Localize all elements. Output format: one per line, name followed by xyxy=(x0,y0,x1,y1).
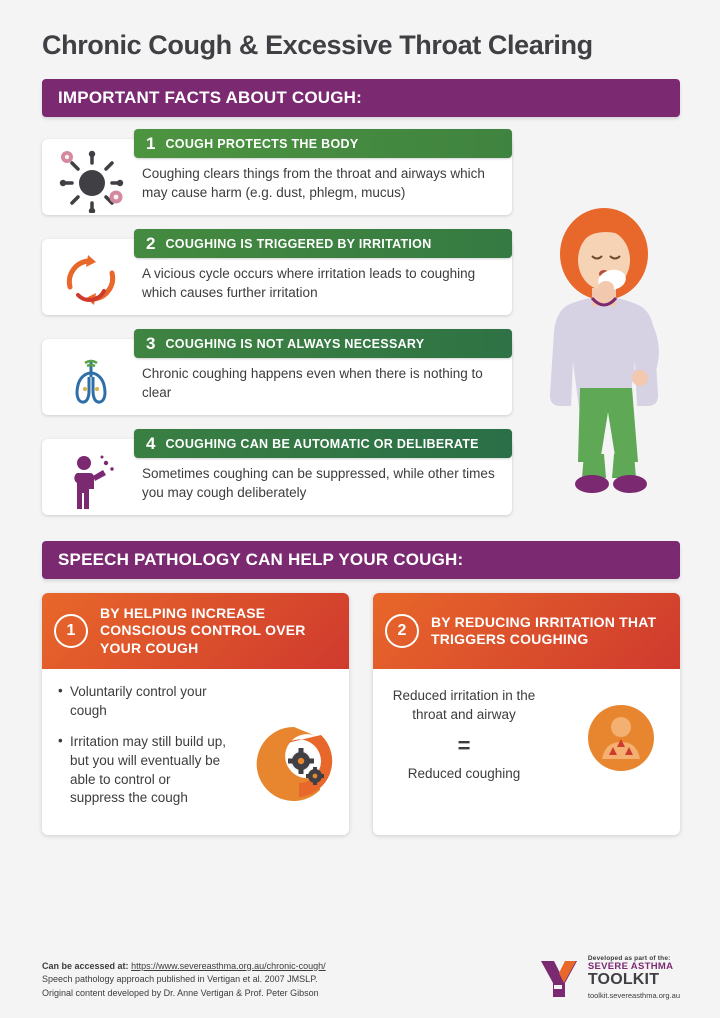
cycle-arrows-icon xyxy=(56,247,126,313)
list-item: • Irritation may still build up, but you will eventually be able to control or suppress the cough xyxy=(58,733,228,808)
fact-number: 3 xyxy=(146,333,156,353)
virus-germ-icon xyxy=(56,147,126,213)
speech-card-2 xyxy=(373,593,680,835)
footer-toolkit-url: toolkit.severeasthma.org.au xyxy=(587,991,680,1000)
speech-card-1-header xyxy=(42,593,349,669)
fact-item-1 xyxy=(42,129,522,215)
speech-card-1 xyxy=(42,593,349,835)
speech-card-title: BY HELPING INCREASE CONSCIOUS CONTROL OVER YOUR COUGH xyxy=(100,604,306,656)
lungs-icon xyxy=(56,347,126,413)
footer-brand xyxy=(538,955,680,1000)
fact-header-4 xyxy=(134,429,512,458)
speech-card-number: 2 xyxy=(385,614,419,648)
fact-number: 1 xyxy=(146,133,156,153)
woman-coughing-illustration xyxy=(518,192,698,522)
fact-body: A vicious cycle occurs where irritation leads to coughing which causes further irritation xyxy=(142,266,476,300)
throat-irritation-icon xyxy=(586,703,656,773)
footer-line-3: Original content developed by Dr. Anne Vertigan & Prof. Peter Gibson xyxy=(42,987,319,998)
speech-card-1-bullets xyxy=(58,683,228,808)
speech-card-2-body xyxy=(373,669,680,829)
speech-card-title: BY REDUCING IRRITATION THAT TRIGGERS COUGHING xyxy=(431,613,657,647)
severe-asthma-toolkit-logo-icon xyxy=(538,957,580,999)
fact-title: COUGHING CAN BE AUTOMATIC OR DELIBERATE xyxy=(165,436,479,451)
speech-section-header xyxy=(42,541,680,579)
footer-access-line xyxy=(42,960,326,974)
fact-body: Sometimes coughing can be suppressed, while other times you may cough deliberately xyxy=(142,466,495,500)
fact-item-4 xyxy=(42,429,522,515)
speech-section-heading: SPEECH PATHOLOGY CAN HELP YOUR COUGH: xyxy=(58,550,464,569)
speech-cards xyxy=(42,593,680,835)
footer-access-link[interactable]: https://www.severeasthma.org.au/chronic-cough/ xyxy=(131,960,326,971)
head-with-gears-icon xyxy=(251,721,337,807)
footer-developed-label: Developed as part of the: xyxy=(587,955,671,963)
fact-number: 4 xyxy=(146,433,156,453)
person-coughing-icon xyxy=(56,447,126,513)
speech-card-number: 1 xyxy=(54,614,88,648)
fact-body: Coughing clears things from the throat and airways which may cause harm (e.g. dust, phlegm, mucus) xyxy=(142,166,485,200)
page-title: Chronic Cough & Excessive Throat Clearing xyxy=(42,30,593,60)
speech-card-2-header xyxy=(373,593,680,669)
footer-severe-asthma-label: SEVERE ASTHMA xyxy=(587,961,674,973)
footer-toolkit-label: TOOLKIT xyxy=(587,971,660,989)
speech-card-1-body xyxy=(42,669,349,835)
footer xyxy=(42,955,680,1000)
fact-header-2 xyxy=(134,229,512,258)
fact-header-1 xyxy=(134,129,512,158)
footer-access-label: Can be accessed at: xyxy=(42,960,129,971)
facts-list xyxy=(42,129,522,515)
fact-header-3 xyxy=(134,329,512,358)
fact-title: COUGHING IS NOT ALWAYS NECESSARY xyxy=(165,336,425,351)
fact-body: Chronic coughing happens even when there is nothing to clear xyxy=(142,366,483,400)
fact-title: COUGHING IS TRIGGERED BY IRRITATION xyxy=(165,236,432,251)
facts-section-header xyxy=(42,79,680,117)
footer-credits xyxy=(42,960,326,1001)
footer-brand-text xyxy=(588,955,680,1000)
fact-title: COUGH PROTECTS THE BODY xyxy=(165,136,359,151)
facts-section-heading: IMPORTANT FACTS ABOUT COUGH: xyxy=(58,88,363,107)
equals-sign: = xyxy=(457,732,471,758)
footer-line-2: Speech pathology approach published in Vertigan et al. 2007 JMSLP. xyxy=(42,974,318,984)
reduced-coughing-text: Reduced coughing xyxy=(407,765,521,781)
list-item: • Voluntarily control your cough xyxy=(58,683,228,720)
reduced-irritation-text: Reduced irritation in the throat and airway xyxy=(392,688,536,722)
fact-number: 2 xyxy=(146,233,156,253)
fact-item-3 xyxy=(42,329,522,415)
fact-item-2 xyxy=(42,229,522,315)
